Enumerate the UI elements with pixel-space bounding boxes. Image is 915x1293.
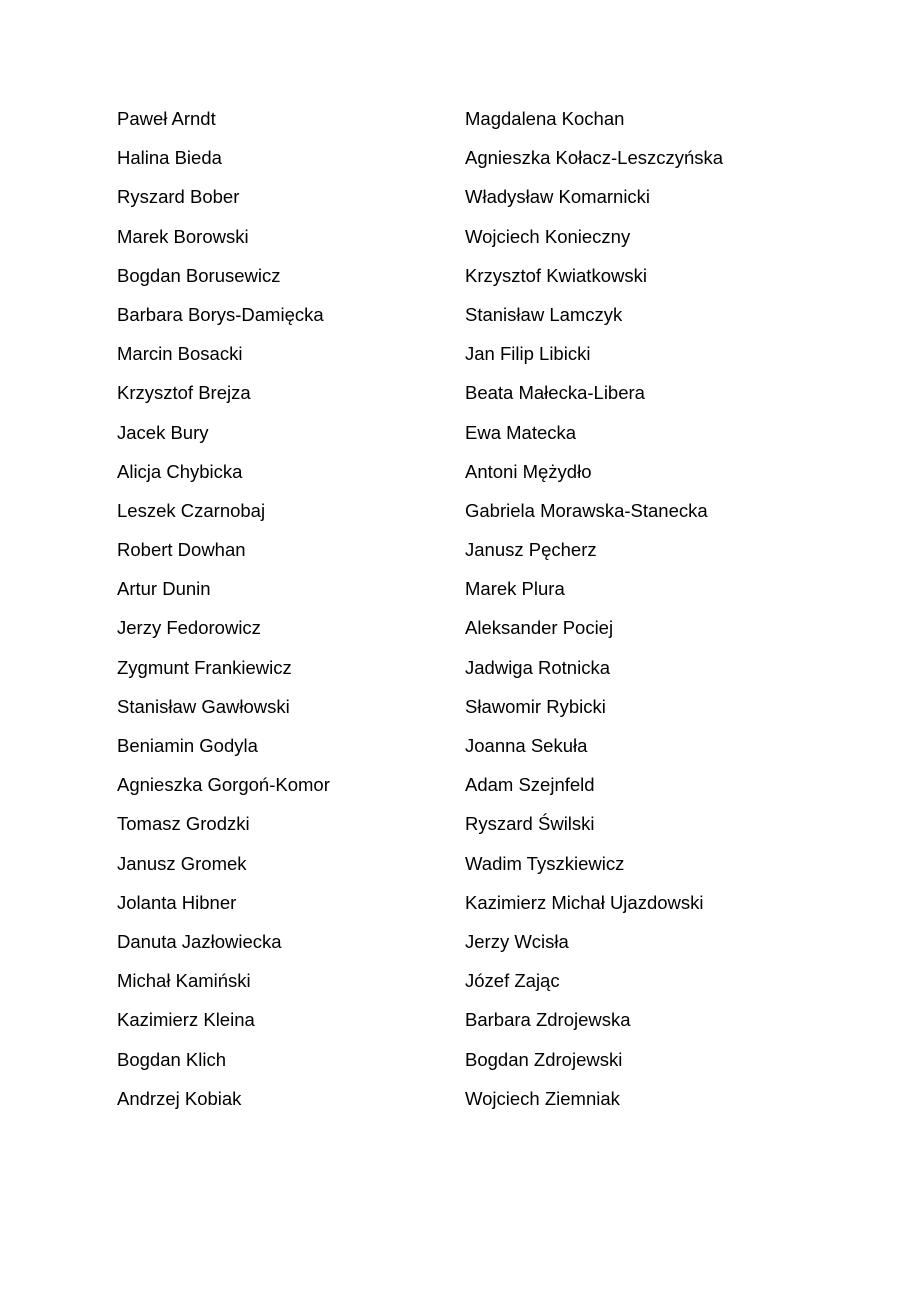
- names-column-left: [117, 107, 330, 1126]
- name-entry: Wojciech Ziemniak: [465, 1087, 620, 1109]
- name-entry: Paweł Arndt: [117, 108, 216, 129]
- name-entry: Ryszard Świlski: [465, 813, 595, 835]
- name-entry: Bogdan Klich: [117, 1048, 227, 1070]
- name-entry: Artur Dunin: [117, 578, 211, 600]
- name-entry: Gabriela Morawska-Stanecka: [465, 499, 708, 521]
- name-entry: Halina Bieda: [117, 147, 222, 169]
- name-entry: Robert Dowhan: [117, 539, 246, 561]
- name-entry: Aleksander Pociej: [465, 617, 614, 639]
- name-entry: Zygmunt Frankiewicz: [117, 656, 292, 678]
- name-entry: Krzysztof Brejza: [117, 382, 251, 404]
- name-entry: Jerzy Fedorowicz: [117, 617, 261, 639]
- name-entry: Jadwiga Rotnicka: [465, 656, 610, 678]
- name-entry: Tomasz Grodzki: [117, 813, 250, 835]
- name-entry: Danuta Jazłowiecka: [117, 930, 282, 952]
- names-column-right: [465, 107, 723, 1126]
- name-entry: Bogdan Zdrojewski: [465, 1048, 623, 1070]
- name-entry: Sławomir Rybicki: [465, 695, 606, 717]
- name-entry: Wadim Tyszkiewicz: [465, 852, 625, 874]
- name-entry: Krzysztof Kwiatkowski: [465, 264, 647, 286]
- name-entry: Magdalena Kochan: [465, 108, 625, 129]
- name-entry: Janusz Pęcherz: [465, 539, 597, 561]
- name-entry: Władysław Komarnicki: [465, 186, 651, 208]
- name-entry: Józef Zając: [465, 970, 560, 992]
- name-entry: Jacek Bury: [117, 421, 209, 443]
- name-entry: Barbara Borys-Damięcka: [117, 303, 324, 325]
- name-entry: Andrzej Kobiak: [117, 1087, 242, 1109]
- name-entry: Ewa Matecka: [465, 421, 577, 443]
- name-entry: Joanna Sekuła: [465, 735, 588, 756]
- name-entry: Jan Filip Libicki: [465, 343, 591, 365]
- name-entry: Adam Szejnfeld: [465, 774, 595, 796]
- name-entry: Bogdan Borusewicz: [117, 264, 281, 286]
- name-entry: Stanisław Gawłowski: [117, 695, 290, 717]
- name-entry: Marcin Bosacki: [117, 343, 243, 365]
- name-entry: Marek Plura: [465, 578, 565, 600]
- name-entry: Beniamin Godyla: [117, 735, 258, 756]
- name-entry: Agnieszka Gorgoń-Komor: [117, 774, 330, 796]
- name-entry: Kazimierz Michał Ujazdowski: [465, 891, 704, 913]
- name-entry: Ryszard Bober: [117, 186, 240, 208]
- name-entry: Agnieszka Kołacz-Leszczyńska: [465, 147, 724, 169]
- name-entry: Michał Kamiński: [117, 970, 251, 992]
- name-entry: Antoni Mężydło: [465, 460, 592, 482]
- name-entry: Leszek Czarnobaj: [117, 499, 266, 521]
- name-entry: Marek Borowski: [117, 225, 249, 247]
- name-entry: Janusz Gromek: [117, 852, 247, 874]
- name-entry: Barbara Zdrojewska: [465, 1009, 631, 1031]
- name-entry: Jolanta Hibner: [117, 891, 237, 913]
- name-entry: Stanisław Lamczyk: [465, 303, 623, 325]
- name-entry: Beata Małecka-Libera: [465, 382, 645, 404]
- name-entry: Kazimierz Kleina: [117, 1009, 255, 1031]
- name-entry: Jerzy Wcisła: [465, 930, 569, 952]
- name-entry: Wojciech Konieczny: [465, 225, 631, 247]
- name-entry: Alicja Chybicka: [117, 460, 243, 482]
